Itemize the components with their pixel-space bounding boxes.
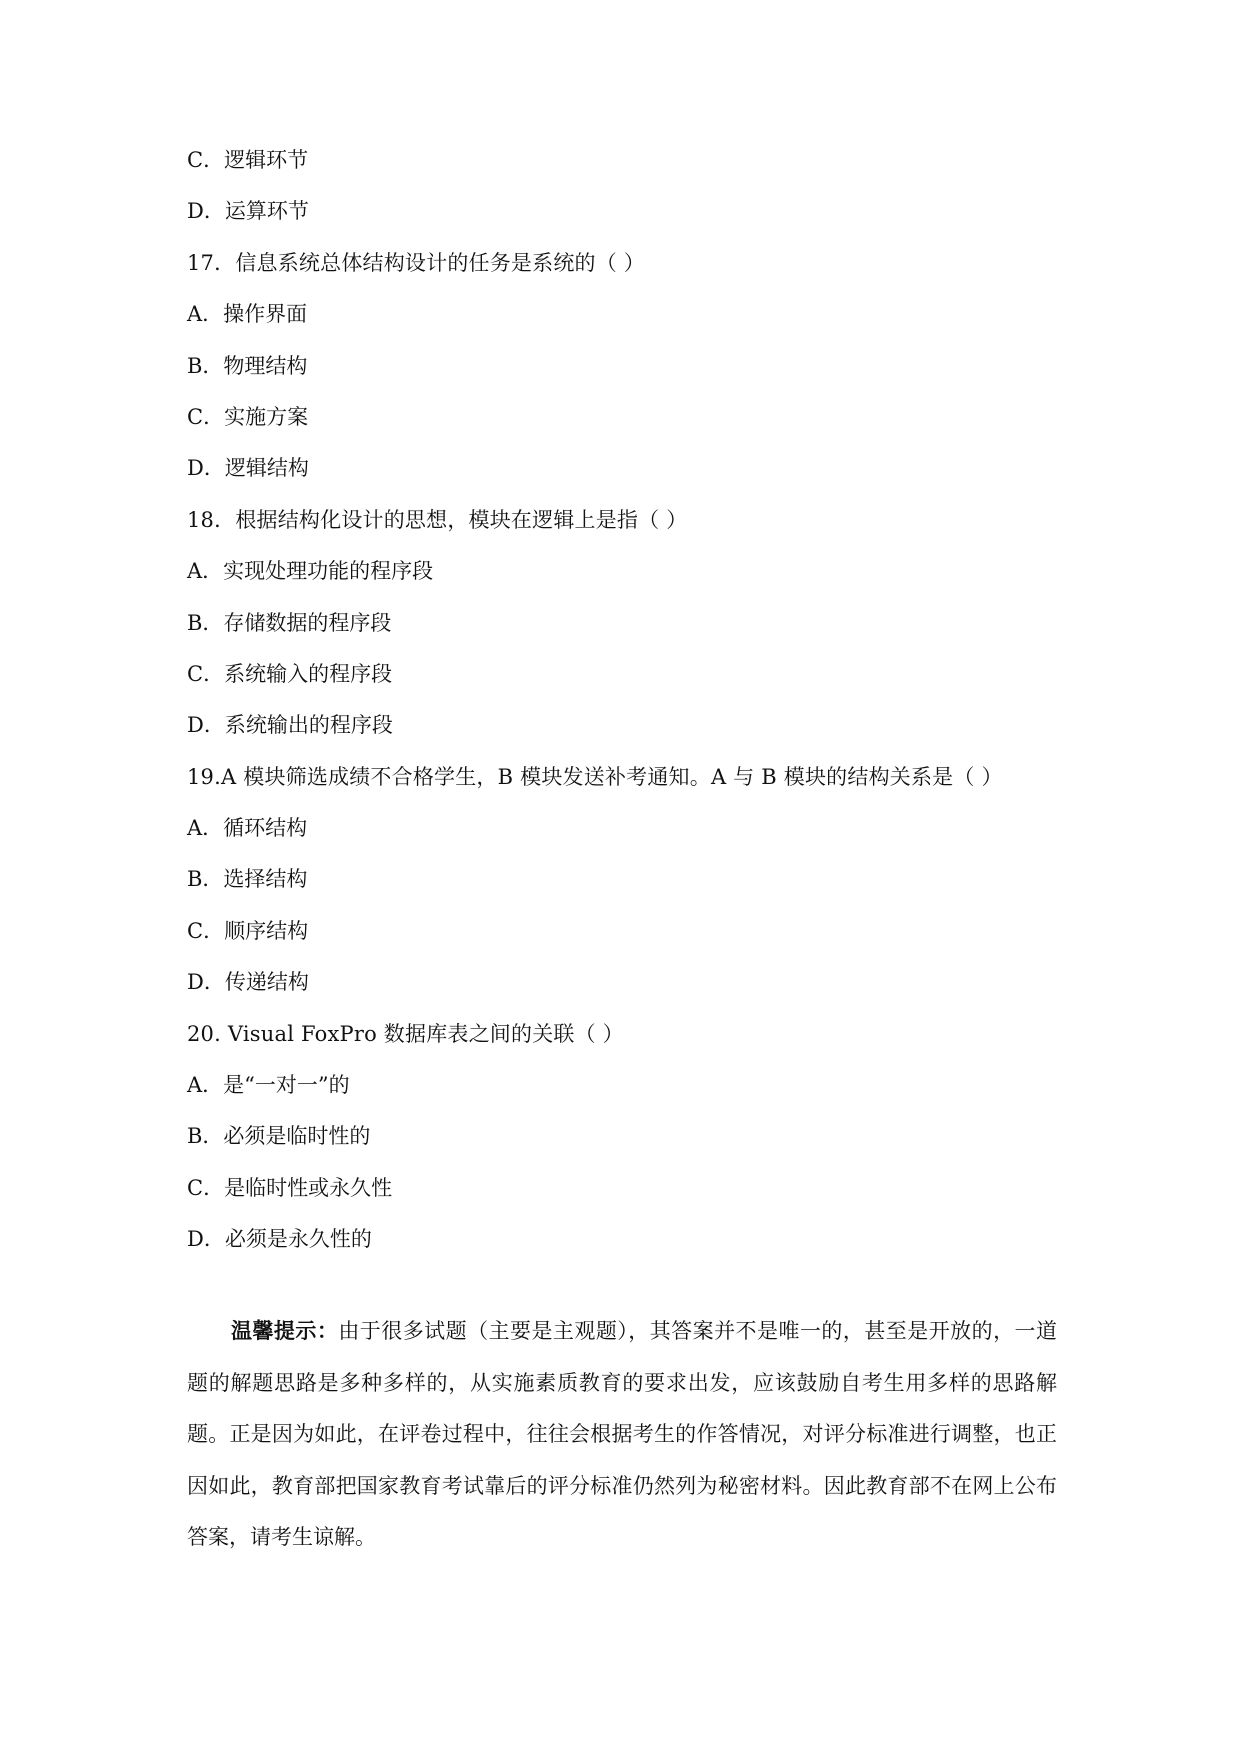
question-19: 19.A 模块筛选成绩不合格学生，B 模块发送补考通知。A 与 B 模块的结构关系是（ ） <box>187 764 1003 789</box>
reminder-paragraph <box>187 1305 1057 1564</box>
question-list <box>187 145 1067 1276</box>
option-d-16: D．运算环节 <box>187 199 309 224</box>
question-18: 18．根据结构化设计的思想，模块在逻辑上是指（ ） <box>187 507 688 532</box>
option-a-19: A．循环结构 <box>187 816 308 841</box>
option-a-20: A．是“一对一”的 <box>187 1073 350 1098</box>
option-b-18: B．存储数据的程序段 <box>187 610 392 635</box>
option-a-18: A．实现处理功能的程序段 <box>187 559 434 584</box>
option-b-20: B．必须是临时性的 <box>187 1124 371 1149</box>
option-c-17: C．实施方案 <box>187 404 309 429</box>
option-d-20: D．必须是永久性的 <box>187 1227 372 1252</box>
option-d-19: D．传递结构 <box>187 970 309 995</box>
option-b-19: B．选择结构 <box>187 867 308 892</box>
reminder-label: 温馨提示： <box>231 1318 339 1343</box>
option-c-19: C．顺序结构 <box>187 918 309 943</box>
option-d-18: D．系统输出的程序段 <box>187 713 393 738</box>
option-c-20: C．是临时性或永久性 <box>187 1175 393 1200</box>
option-b-17: B．物理结构 <box>187 353 308 378</box>
option-a-17: A．操作界面 <box>187 302 308 327</box>
reminder-body: 由于很多试题（主要是主观题），其答案并不是唯一的，甚至是开放的，一道题的解题思路是多种多样的，从实施素质教育的要求出发，应该鼓励自考生用多样的思路解题。正是因为如此，在评卷过程中，往往会根据考生的作答情况，对评分标准进行调整，也正因如此，教育部把国家教育考试靠后的评分标准仍然列为秘密材料。因此教育部不在网上公布答案，请考生谅解。 <box>187 1319 1058 1549</box>
option-d-17: D．逻辑结构 <box>187 456 309 481</box>
question-20: 20. Visual FoxPro 数据库表之间的关联（ ） <box>187 1021 624 1046</box>
option-c-16: C．逻辑环节 <box>187 148 309 172</box>
option-c-18: C．系统输入的程序段 <box>187 661 393 686</box>
question-17: 17．信息系统总体结构设计的任务是系统的（ ） <box>187 250 645 275</box>
